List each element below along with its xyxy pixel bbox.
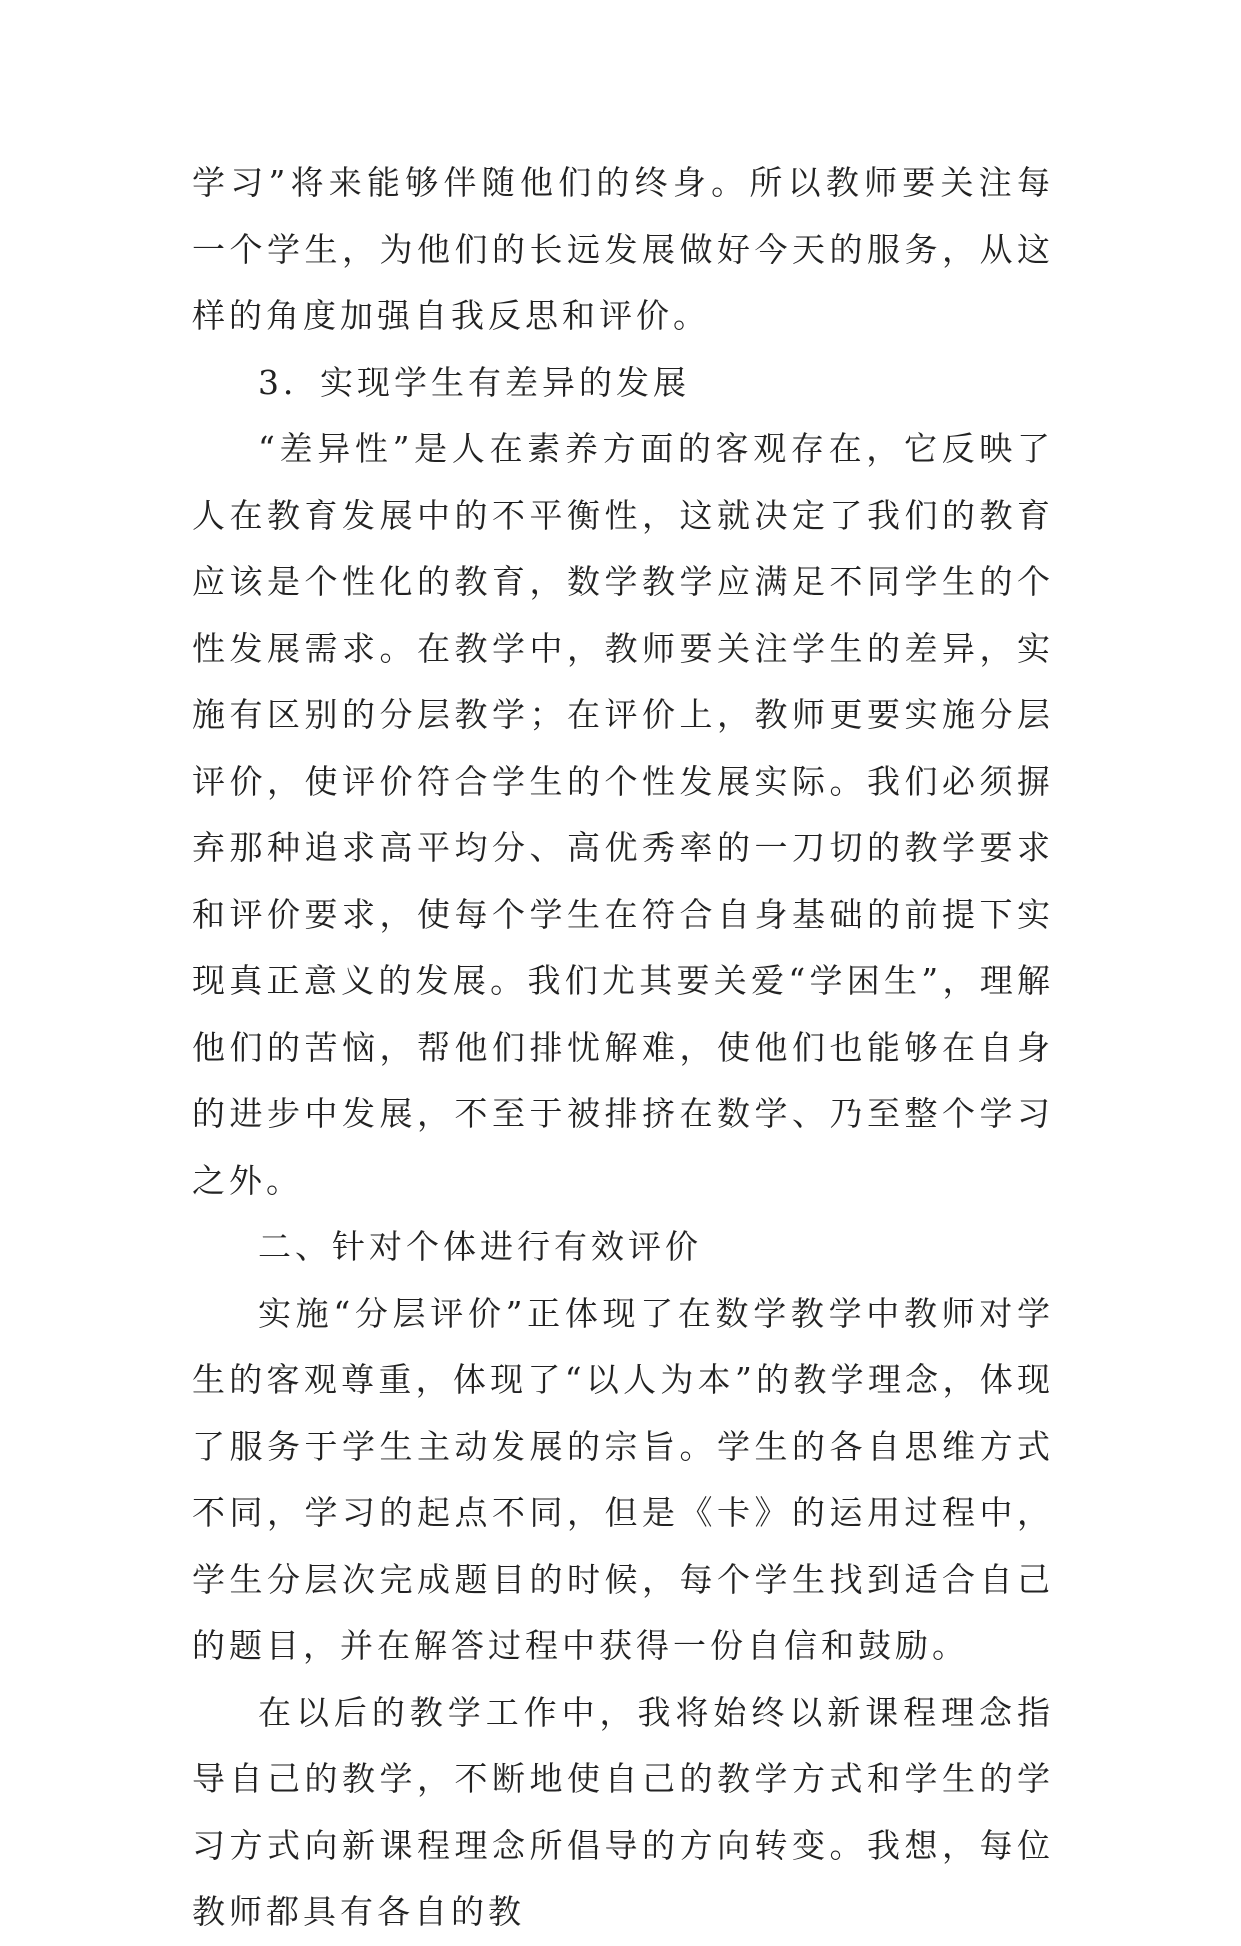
paragraph-difference: “差异性”是人在素养方面的客观存在，它反映了人在教育发展中的不平衡性，这就决定了我们的教育应该是个性化的教育，数学教学应满足不同学生的个性发展需求。在教学中，教师要关注学生的差异，实施有区别的分层教学；在评价上，教师更要实施分层评价，使评价符合学生的个性发展实际。我们必须摒弃那种追求高平均分、高优秀率的一刀切的教学要求和评价要求，使每个学生在符合自身基础的前提下实现真正意义的发展。我们尤其要关爱“学困生”，理解他们的苦恼，帮他们排忧解难，使他们也能够在自身的进步中发展，不至于被排挤在数学、乃至整个学习之外。	[192, 429, 1054, 1200]
section-heading-3: 3．实现学生有差异的发展	[258, 362, 690, 402]
paragraph-continuation: 学习”将来能够伴随他们的终身。所以教师要关注每一个学生，为他们的长远发展做好今天的服务，从这样的角度加强自我反思和评价。	[192, 163, 1054, 335]
paragraph-layered-evaluation: 实施“分层评价”正体现了在数学教学中教师对学生的客观尊重，体现了“以人为本”的教学理念，体现了服务于学生主动发展的宗旨。学生的各自思维方式不同，学习的起点不同，但是《卡》的运用过程中，学生分层次完成题目的时候，每个学生找到适合自己的题目，并在解答过程中获得一份自信和鼓励。	[192, 1293, 1054, 1665]
body-text	[192, 150, 1054, 1946]
section-heading-two: 二、针对个体进行有效评价	[258, 1227, 702, 1266]
paragraph-future-work: 在以后的教学工作中，我将始终以新课程理念指导自己的教学，不断地使自己的教学方式和学生的学习方式向新课程理念所倡导的方向转变。我想，每位教师都具有各自的教	[192, 1692, 1054, 1931]
